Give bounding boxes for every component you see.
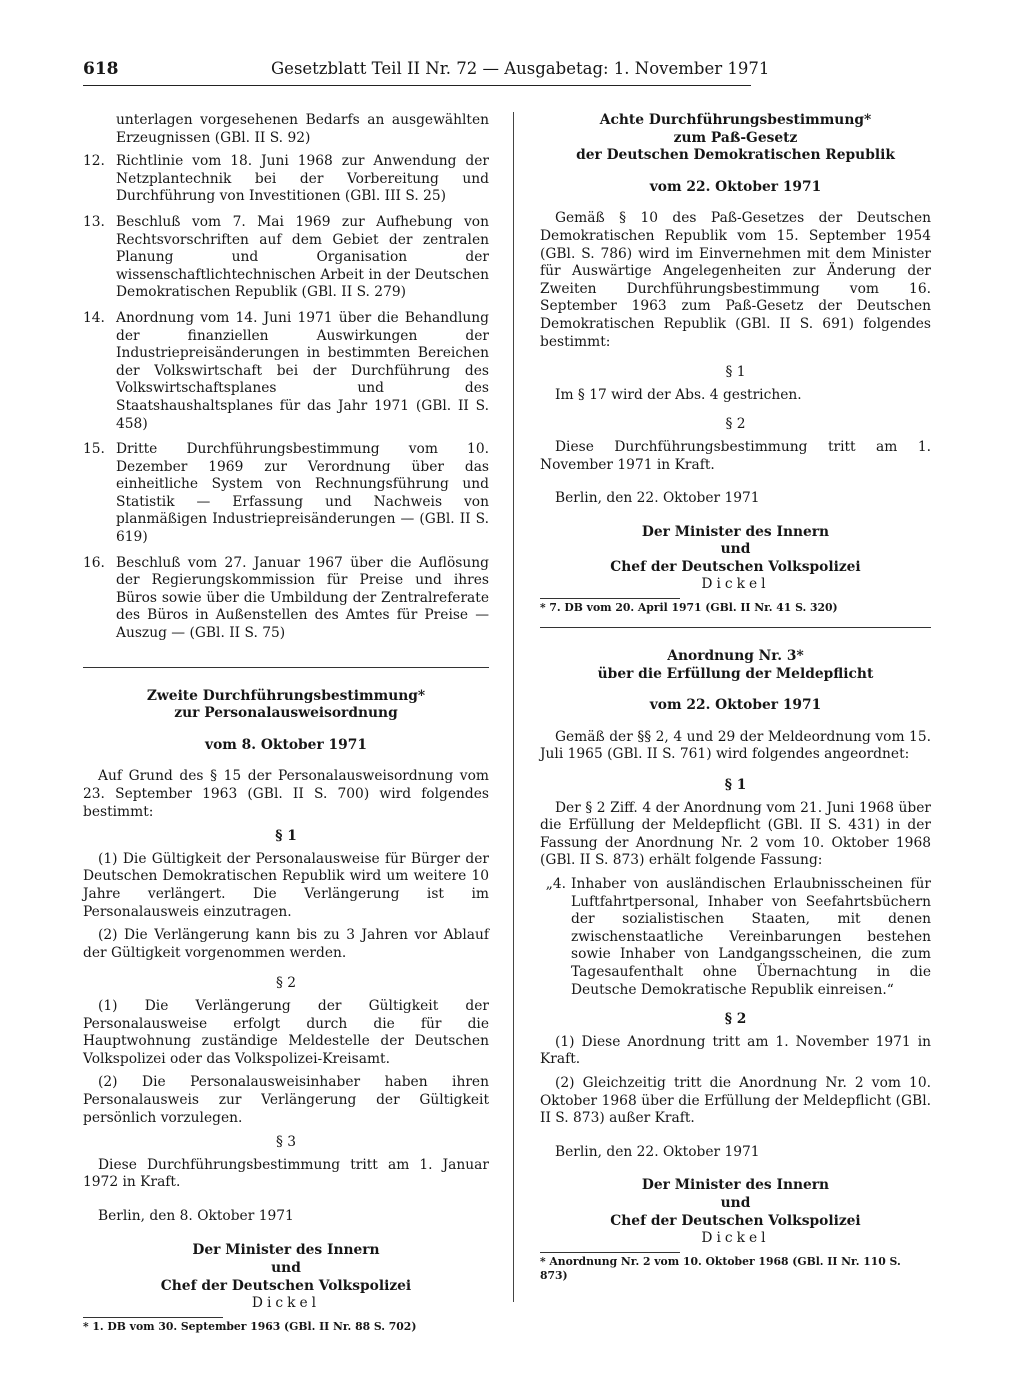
list-item-text: Dritte Durchführungsbestimmung vom 10. Dezember 1969 zur Verordnung über das einheitliche System von Rechnungsführung und Statistik — Erfassung und Nachweis von planmäßigen Industriepreisänderungen — (GBl. II S. 619)	[116, 441, 489, 546]
paragraph-heading: § 1	[724, 777, 747, 794]
signature-block	[540, 1177, 931, 1247]
list-item	[83, 441, 489, 547]
list-item-text: Beschluß vom 27. Januar 1967 über die Auflösung der Regierungskommission für Preise und ihres Büros sowie über die Umbildung der Zentralreferate des Büros in Außenstellen des Amtes für Preise — Auszug — (GBl. II S. 75)	[116, 554, 489, 642]
signature-name: Dickel	[701, 1230, 770, 1247]
paragraph-text: (1) Die Gültigkeit der Personalausweise für Bürger der Deutschen Demokratischen Republik wird um weitere 10 Jahre verlängert. Die Verlängerung ist im Personalausweis einzutragen.	[83, 850, 489, 920]
right-column	[540, 112, 931, 1283]
paragraph-text: (2) Gleichzeitig tritt die Anordnung Nr. 2 vom 10. Oktober 1968 über die Erfüllung der Meldepflicht (GBl. II S. 873) außer Kraft.	[540, 1074, 931, 1127]
footnote: * 1. DB vom 30. September 1963 (GBl. II Nr. 88 S. 702)	[83, 1319, 417, 1333]
section-divider	[83, 667, 489, 668]
section-intro: Gemäß § 10 des Paß-Gesetzes der Deutschen Demokratischen Republik vom 15. September 1954 (GBl. S. 786) wird im Einvernehmen mit dem Minister für Auswärtige Angelegenheiten zur Änderung der Zweiten Durchführungsbestimmung vom 16. September 1963 zum Paß-Gesetz der Deutschen Demokratischen Republik (GBl. II S. 691) folgendes bestimmt:	[540, 210, 931, 350]
paragraph-text: Der § 2 Ziff. 4 der Anordnung vom 21. Juni 1968 über die Erfüllung der Meldepflicht (GBl. II S. 431) in der Fassung der Anordnung Nr. 2 vom 10. Oktober 1968 (GBl. II S. 873) erhält folgende Fassung:	[540, 799, 931, 869]
footnote-rule	[540, 598, 680, 599]
signature-title: und	[271, 1260, 301, 1277]
place-date: Berlin, den 22. Oktober 1971	[555, 1143, 760, 1160]
quote-number: „4.	[545, 876, 566, 892]
paragraph-text: Diese Durchführungsbestimmung tritt am 1. Januar 1972 in Kraft.	[83, 1156, 489, 1191]
page-header	[83, 59, 770, 86]
signature-title: und	[720, 1194, 751, 1211]
footnote: * 7. DB vom 20. April 1971 (GBl. II Nr. 41 S. 320)	[540, 601, 838, 615]
section-intro: Auf Grund des § 15 der Personalausweisordnung vom 23. September 1963 (GBl. II S. 700) wird folgendes bestimmt:	[83, 768, 489, 820]
left-column	[83, 112, 489, 1334]
list-item-number: 14.	[83, 309, 105, 326]
signature-title: und	[720, 541, 751, 558]
list-continuation: unterlagen vorgesehenen Bedarfs an ausgewählten Erzeugnissen (GBl. II S. 92)	[116, 112, 489, 146]
paragraph-heading: § 3	[275, 1134, 297, 1151]
repealed-list	[83, 153, 489, 642]
section-title-line3: der Deutschen Demokratischen Republik	[576, 147, 895, 164]
list-item-number: 13.	[83, 213, 105, 230]
signature-title: Chef der Deutschen Volkspolizei	[610, 558, 861, 575]
section-date: vom 8. Oktober 1971	[205, 736, 367, 753]
place-date: Berlin, den 8. Oktober 1971	[98, 1207, 294, 1224]
signature-name: Dickel	[251, 1295, 321, 1312]
place-date: Berlin, den 22. Oktober 1971	[555, 490, 760, 507]
header-title: Gesetzblatt Teil II Nr. 72 — Ausgabetag: 1. November 1971	[271, 59, 770, 78]
paragraph-heading: § 1	[275, 828, 297, 845]
section-divider	[540, 627, 931, 628]
section-achte-durchfuehrungsbestimmung	[540, 112, 931, 615]
section-date: vom 22. Oktober 1971	[649, 178, 822, 195]
footnote-rule	[540, 1252, 680, 1253]
signature-title: Chef der Deutschen Volkspolizei	[610, 1212, 861, 1229]
paragraph-text: Im § 17 wird der Abs. 4 gestrichen.	[555, 386, 802, 403]
page-number: 618	[83, 59, 119, 79]
section-title-line1: Zweite Durchführungsbestimmung*	[146, 687, 426, 704]
section-title-line2: über die Erfüllung der Meldepflicht	[597, 665, 874, 682]
list-item-text: Beschluß vom 7. Mai 1969 zur Aufhebung von Rechtsvorschriften auf dem Gebiet der zentralen Planung und Organisation der wissenschaftlichtechnischen Arbeit in der Deutschen Demokratischen Republik (GBl. II S. 279)	[116, 213, 489, 301]
list-item	[83, 555, 489, 643]
footnote-rule	[83, 1317, 223, 1318]
paragraph-heading: § 2	[724, 1011, 747, 1028]
list-item	[83, 310, 489, 433]
list-item	[83, 214, 489, 302]
signature-block	[540, 524, 931, 594]
section-title-line2: zur Personalausweisordnung	[174, 705, 398, 722]
paragraph-text: (2) Die Verlängerung kann bis zu 3 Jahren vor Ablauf der Gültigkeit vorgenommen werden.	[83, 927, 489, 961]
footnote: * Anordnung Nr. 2 vom 10. Oktober 1968 (GBl. II Nr. 110 S. 873)	[540, 1254, 901, 1282]
column-divider	[513, 112, 514, 1302]
section-intro: Gemäß der §§ 2, 4 und 29 der Meldeordnung vom 15. Juli 1965 (GBl. II S. 761) wird folgendes angeordnet:	[540, 728, 931, 763]
list-item-text: Richtlinie vom 18. Juni 1968 zur Anwendung der Netzplantechnik bei der Vorbereitung und Durchführung von Investitionen (GBl. III S. 25)	[116, 153, 489, 205]
list-item-text: Anordnung vom 14. Juni 1971 über die Behandlung der finanziellen Auswirkungen der Industriepreisänderungen in bestimmten Bereichen der Volkswirtschaft bei der Durchführung des Volkswirtschaftsplanes und des Staatshaushaltsplanes für das Jahr 1971 (GBl. II S. 458)	[116, 309, 489, 432]
section-zweite-durchfuehrungsbestimmung	[83, 688, 489, 1334]
section-title-line2: zum Paß-Gesetz	[673, 129, 798, 146]
quote-text: Inhaber von ausländischen Erlaubnisscheinen für Luftfahrtpersonal, Inhaber von Seefahrtsbüchern der sozialistischen Staaten, mit denen zwischenstaatliche Vereinbarungen bestehen sowie Inhaber von Landgangsscheinen, die zum Tagesaufenthalt ohne Übernachtung in die Deutsche Demokratische Republik einreisen.“	[571, 876, 931, 998]
paragraph-text: (1) Diese Anordnung tritt am 1. November 1971 in Kraft.	[540, 1033, 931, 1068]
paragraph-text: Diese Durchführungsbestimmung tritt am 1. November 1971 in Kraft.	[540, 438, 931, 473]
list-item-number: 15.	[83, 441, 105, 458]
paragraph-heading: § 2	[275, 975, 297, 992]
section-title-line1: Anordnung Nr. 3*	[667, 648, 804, 665]
signature-title: Chef der Deutschen Volkspolizei	[160, 1277, 412, 1294]
paragraph-text: (2) Die Personalausweisinhaber haben ihren Personalausweis zur Verlängerung der Gültigkeit persönlich vorzulegen.	[83, 1074, 489, 1126]
section-anordnung-nr-3	[540, 648, 931, 1283]
quoted-amendment	[540, 876, 931, 999]
list-item-number: 12.	[83, 153, 105, 170]
signature-title: Der Minister des Innern	[192, 1242, 380, 1259]
signature-block	[83, 1242, 489, 1312]
paragraph-heading: § 2	[725, 416, 746, 433]
signature-title: Der Minister des Innern	[641, 523, 830, 540]
list-item	[83, 153, 489, 206]
list-item-number: 16.	[83, 554, 105, 571]
section-date: vom 22. Oktober 1971	[649, 697, 822, 714]
paragraph-text: (1) Die Verlängerung der Gültigkeit der Personalausweise erfolgt durch die für die Hauptwohnung zuständige Meldestelle der Deutschen Volkspolizei oder das Volkspolizei-Kreisamt.	[83, 997, 489, 1067]
signature-title: Der Minister des Innern	[641, 1177, 830, 1194]
section-title-line1: Achte Durchführungsbestimmung*	[599, 112, 872, 128]
paragraph-heading: § 1	[725, 364, 746, 381]
signature-name: Dickel	[701, 576, 770, 593]
